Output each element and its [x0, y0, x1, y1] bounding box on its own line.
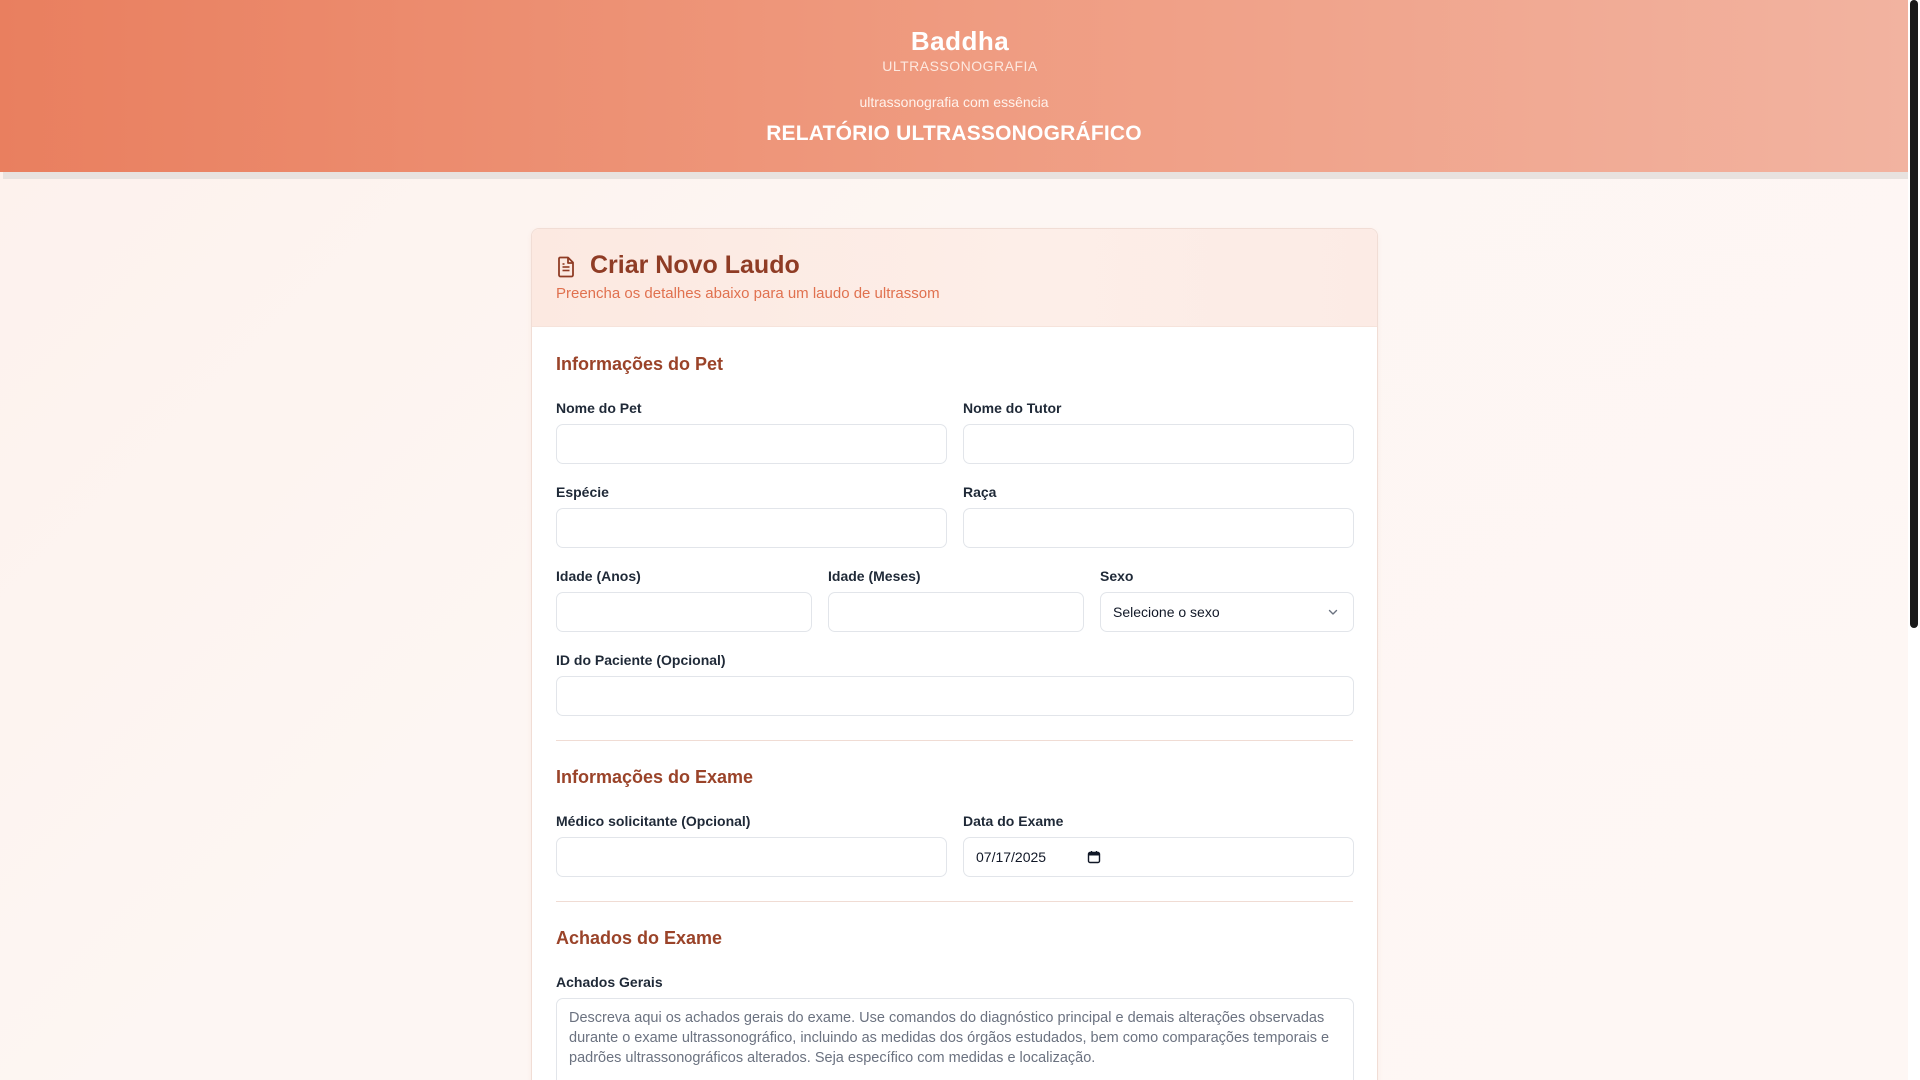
sex-select[interactable] — [1100, 592, 1354, 632]
section-divider — [556, 740, 1353, 741]
exam-date-label: Data do Exame — [963, 813, 1064, 829]
brand-name: Baddha — [910, 26, 1010, 56]
pet-name-input[interactable] — [556, 424, 947, 464]
age-years-input[interactable] — [556, 592, 812, 632]
doctor-label: Médico solicitante (Opcional) — [556, 813, 751, 829]
header-banner — [0, 0, 1908, 172]
patient-id-input[interactable] — [556, 676, 1354, 716]
age-years-label: Idade (Anos) — [556, 568, 641, 584]
card-subtitle: Preencha os detalhes abaixo para um laudo de ultrassom — [556, 285, 940, 302]
chevron-down-icon — [1327, 606, 1339, 618]
general-findings-textarea[interactable]: Descreva aqui os achados gerais do exame. Use comandos do diagnóstico principal e demais alterações observadas durante o exame ultrassonográfico, incluindo as medidas dos órgãos estudados, bem como comparações temporais e padrões ultrassonográficos alterados. Seja específico com medidas e localização. — [556, 998, 1354, 1080]
tagline: ultrassonografia com essência — [859, 94, 1049, 110]
card-title: Criar Novo Laudo — [590, 251, 800, 279]
section-title-exam: Informações do Exame — [556, 767, 754, 787]
sex-label: Sexo — [1100, 568, 1134, 584]
breed-input[interactable] — [963, 508, 1354, 548]
doctor-input[interactable] — [556, 837, 947, 877]
section-title-findings: Achados do Exame — [556, 928, 723, 948]
pet-name-label: Nome do Pet — [556, 400, 642, 416]
report-title: RELATÓRIO ULTRASSONOGRÁFICO — [766, 122, 1142, 145]
new-report-card — [531, 228, 1378, 1080]
age-months-label: Idade (Meses) — [828, 568, 921, 584]
section-title-pet: Informações do Pet — [556, 354, 724, 374]
sex-select-value: Selecione o sexo — [1113, 604, 1220, 620]
section-divider — [556, 901, 1353, 902]
scrollbar-thumb[interactable] — [1910, 0, 1918, 628]
tutor-name-label: Nome do Tutor — [963, 400, 1062, 416]
brand-subtitle: ULTRASSONOGRAFIA — [882, 58, 1038, 74]
breed-label: Raça — [963, 484, 997, 500]
header-divider — [3, 172, 1908, 179]
patient-id-label: ID do Paciente (Opcional) — [556, 652, 726, 668]
age-months-input[interactable] — [828, 592, 1084, 632]
card-header — [532, 229, 1377, 327]
species-input[interactable] — [556, 508, 947, 548]
species-label: Espécie — [556, 484, 609, 500]
exam-date-input[interactable] — [963, 837, 1354, 877]
general-findings-label: Achados Gerais — [556, 974, 663, 990]
exam-date-value: 07/17/2025 — [976, 849, 1047, 865]
document-icon — [556, 256, 576, 278]
calendar-icon[interactable] — [1087, 850, 1101, 864]
scrollbar-track[interactable] — [1908, 0, 1920, 1080]
tutor-name-input[interactable] — [963, 424, 1354, 464]
